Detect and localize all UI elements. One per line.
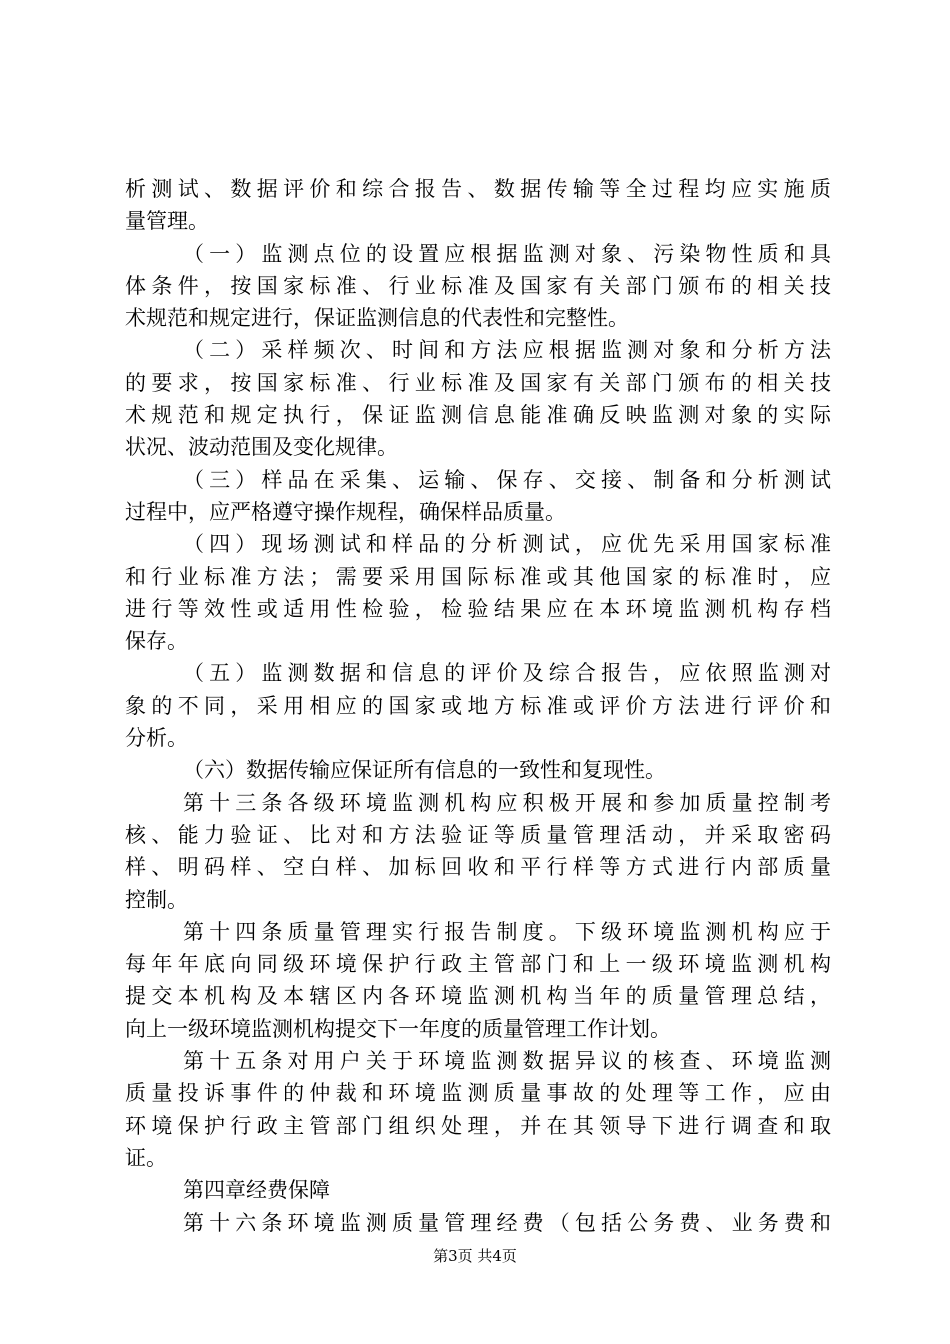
text-line: 和行业标准方法；需要采用国际标准或其他国家的标准时，应 — [125, 564, 831, 589]
text-line: 环境保护行政主管部门组织处理，并在其领导下进行调查和取 — [125, 1113, 831, 1138]
text-line: 析测试、数据评价和综合报告、数据传输等全过程均应实施质 — [125, 177, 831, 201]
text-line: （二）采样频次、时间和方法应根据监测对象和分析方法 — [183, 338, 831, 363]
text-line: 象的不同，采用相应的国家或地方标准或评价方法进行评价和 — [125, 693, 831, 718]
text-line: 保存。 — [125, 629, 188, 654]
text-line: （一）监测点位的设置应根据监测对象、污染物性质和具 — [183, 241, 831, 266]
text-line: 分析。 — [125, 726, 188, 751]
text-line: 进行等效性或适用性检验，检验结果应在本环境监测机构存档 — [125, 596, 831, 621]
text-line: 质量投诉事件的仲裁和环境监测质量事故的处理等工作，应由 — [125, 1081, 831, 1106]
page-number-label: 第3页 共4页 — [433, 1247, 517, 1265]
text-line: 提交本机构及本辖区内各环境监测机构当年的质量管理总结， — [125, 984, 831, 1009]
text-line: 第十四条质量管理实行报告制度。下级环境监测机构应于 — [183, 919, 831, 944]
text-line: 证。 — [125, 1145, 167, 1170]
text-line: 每年年底向同级环境保护行政主管部门和上一级环境监测机构 — [125, 952, 831, 977]
text-line: 过程中，应严格遵守操作规程，确保样品质量。 — [125, 499, 566, 524]
text-line: 状况、波动范围及变化规律。 — [125, 435, 398, 460]
text-line: 核、能力验证、比对和方法验证等质量管理活动，并采取密码 — [125, 822, 831, 847]
text-line: 第四章经费保障 — [183, 1178, 330, 1203]
text-line: 的要求，按国家标准、行业标准及国家有关部门颁布的相关技 — [125, 370, 831, 395]
text-line: 术规范和规定进行，保证监测信息的代表性和完整性。 — [125, 306, 629, 331]
text-line: 体条件，按国家标准、行业标准及国家有关部门颁布的相关技 — [125, 273, 831, 298]
text-line: （五）监测数据和信息的评价及综合报告，应依照监测对 — [183, 661, 831, 686]
document-body — [125, 173, 831, 1239]
text-line: 第十五条对用户关于环境监测数据异议的核查、环境监测 — [183, 1049, 831, 1074]
page-footer — [0, 1245, 950, 1266]
text-line: 术规范和规定执行，保证监测信息能准确反映监测对象的实际 — [125, 403, 831, 428]
text-line: （三）样品在采集、运输、保存、交接、制备和分析测试 — [183, 467, 831, 492]
text-line: （六）数据传输应保证所有信息的一致性和复现性。 — [183, 758, 666, 783]
text-line: 控制。 — [125, 887, 188, 912]
text-line: 向上一级环境监测机构提交下一年度的质量管理工作计划。 — [125, 1016, 671, 1041]
text-line: （四）现场测试和样品的分析测试，应优先采用国家标准 — [183, 532, 831, 557]
text-line: 第十三条各级环境监测机构应积极开展和参加质量控制考 — [183, 790, 831, 815]
text-line: 样、明码样、空白样、加标回收和平行样等方式进行内部质量 — [125, 855, 831, 880]
text-line: 量管理。 — [125, 209, 209, 234]
text-line: 第十六条环境监测质量管理经费（包括公务费、业务费和 — [183, 1210, 831, 1235]
